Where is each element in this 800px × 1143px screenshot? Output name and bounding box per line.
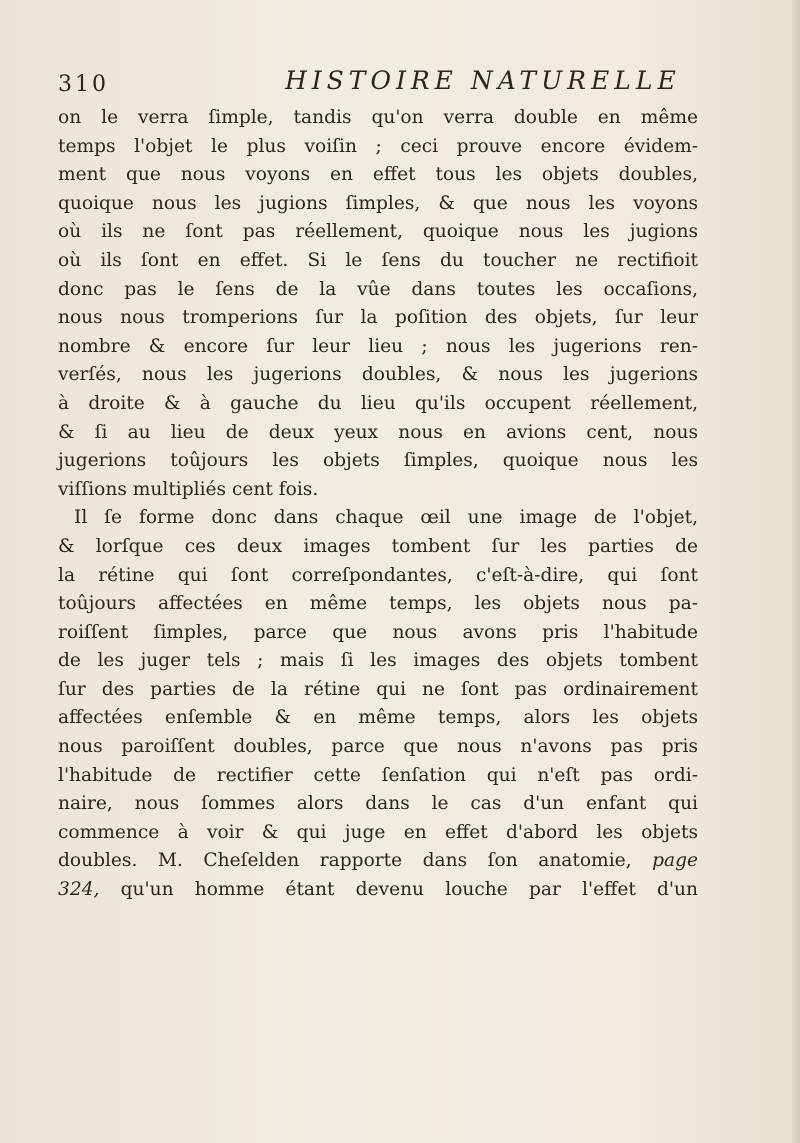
body-text [58,104,698,905]
text-line: la rétine qui ſont correſpondantes, c'eſt-à-dire, qui ſont [58,564,698,586]
text-line: Il ſe forme donc dans chaque œil une image de l'objet, [74,507,698,529]
page-number: 310 [58,72,109,97]
text-line: où ils ſont en effet. Si le ſens du toucher ne rectifioit [58,249,698,271]
text-line: nous paroiſſent doubles, parce que nous n'avons pas pris [58,736,698,758]
text-line: commence à voir & qui juge en effet d'abord les objets [58,821,698,843]
text-line: quoique nous les jugions ſimples, & que nous les voyons [58,192,698,214]
page-reference-number: 324, [58,879,100,901]
text-line-with-ref [58,847,698,876]
text-line: & ſi au lieu de deux yeux nous en avions cent, nous [58,421,698,443]
page-reference: page [652,850,698,872]
text-line-segment: doubles. M. Cheſelden rapporte dans ſon anatomie, [58,850,632,872]
text-line: naire, nous ſommes alors dans le cas d'un enfant qui [58,793,698,815]
text-line: & lorſque ces deux images tombent ſur les parties de [58,535,698,557]
text-line-segment: qu'un homme étant devenu louche par l'effet d'un [120,879,698,901]
page-edge-shadow [790,0,800,1143]
text-line: viſſions multipliés cent fois. [58,478,319,500]
text-line: où ils ne ſont pas réellement, quoique nous les jugions [58,221,698,243]
text-line: donc pas le ſens de la vûe dans toutes les occaſions, [58,278,698,300]
text-line: jugerions toûjours les objets ſimples, quoique nous les [58,450,698,472]
text-line: l'habitude de rectifier cette ſenſation qui n'eſt pas ordi- [58,764,698,786]
text-line: à droite & à gauche du lieu qu'ils occupent réellement, [58,392,698,414]
page-header [58,66,698,106]
text-line: on le verra ſimple, tandis qu'on verra double en même [58,107,698,128]
text-line-with-ref [58,876,698,905]
text-line: verſés, nous les jugerions doubles, & nous les jugerions [58,364,698,386]
text-line: temps l'objet le plus voiſin ; ceci prouve encore évidem- [58,135,698,157]
text-line: ment que nous voyons en effet tous les objets doubles, [58,164,698,186]
text-line: roiſſent ſimples, parce que nous avons pris l'habitude [58,621,698,643]
text-line: de les juger tels ; mais ſi les images des objets tombent [58,650,698,672]
text-line: nombre & encore ſur leur lieu ; nous les jugerions ren- [58,335,698,357]
text-line: ſur des parties de la rétine qui ne ſont pas ordinairement [58,678,698,700]
text-line: nous nous tromperions ſur la poſition des objets, ſur leur [58,307,698,329]
running-title: HISTOIRE NATURELLE [285,66,681,95]
text-line: toûjours affectées en même temps, les objets nous pa- [58,593,698,615]
text-line: affectées enſemble & en même temps, alors les objets [58,707,698,729]
